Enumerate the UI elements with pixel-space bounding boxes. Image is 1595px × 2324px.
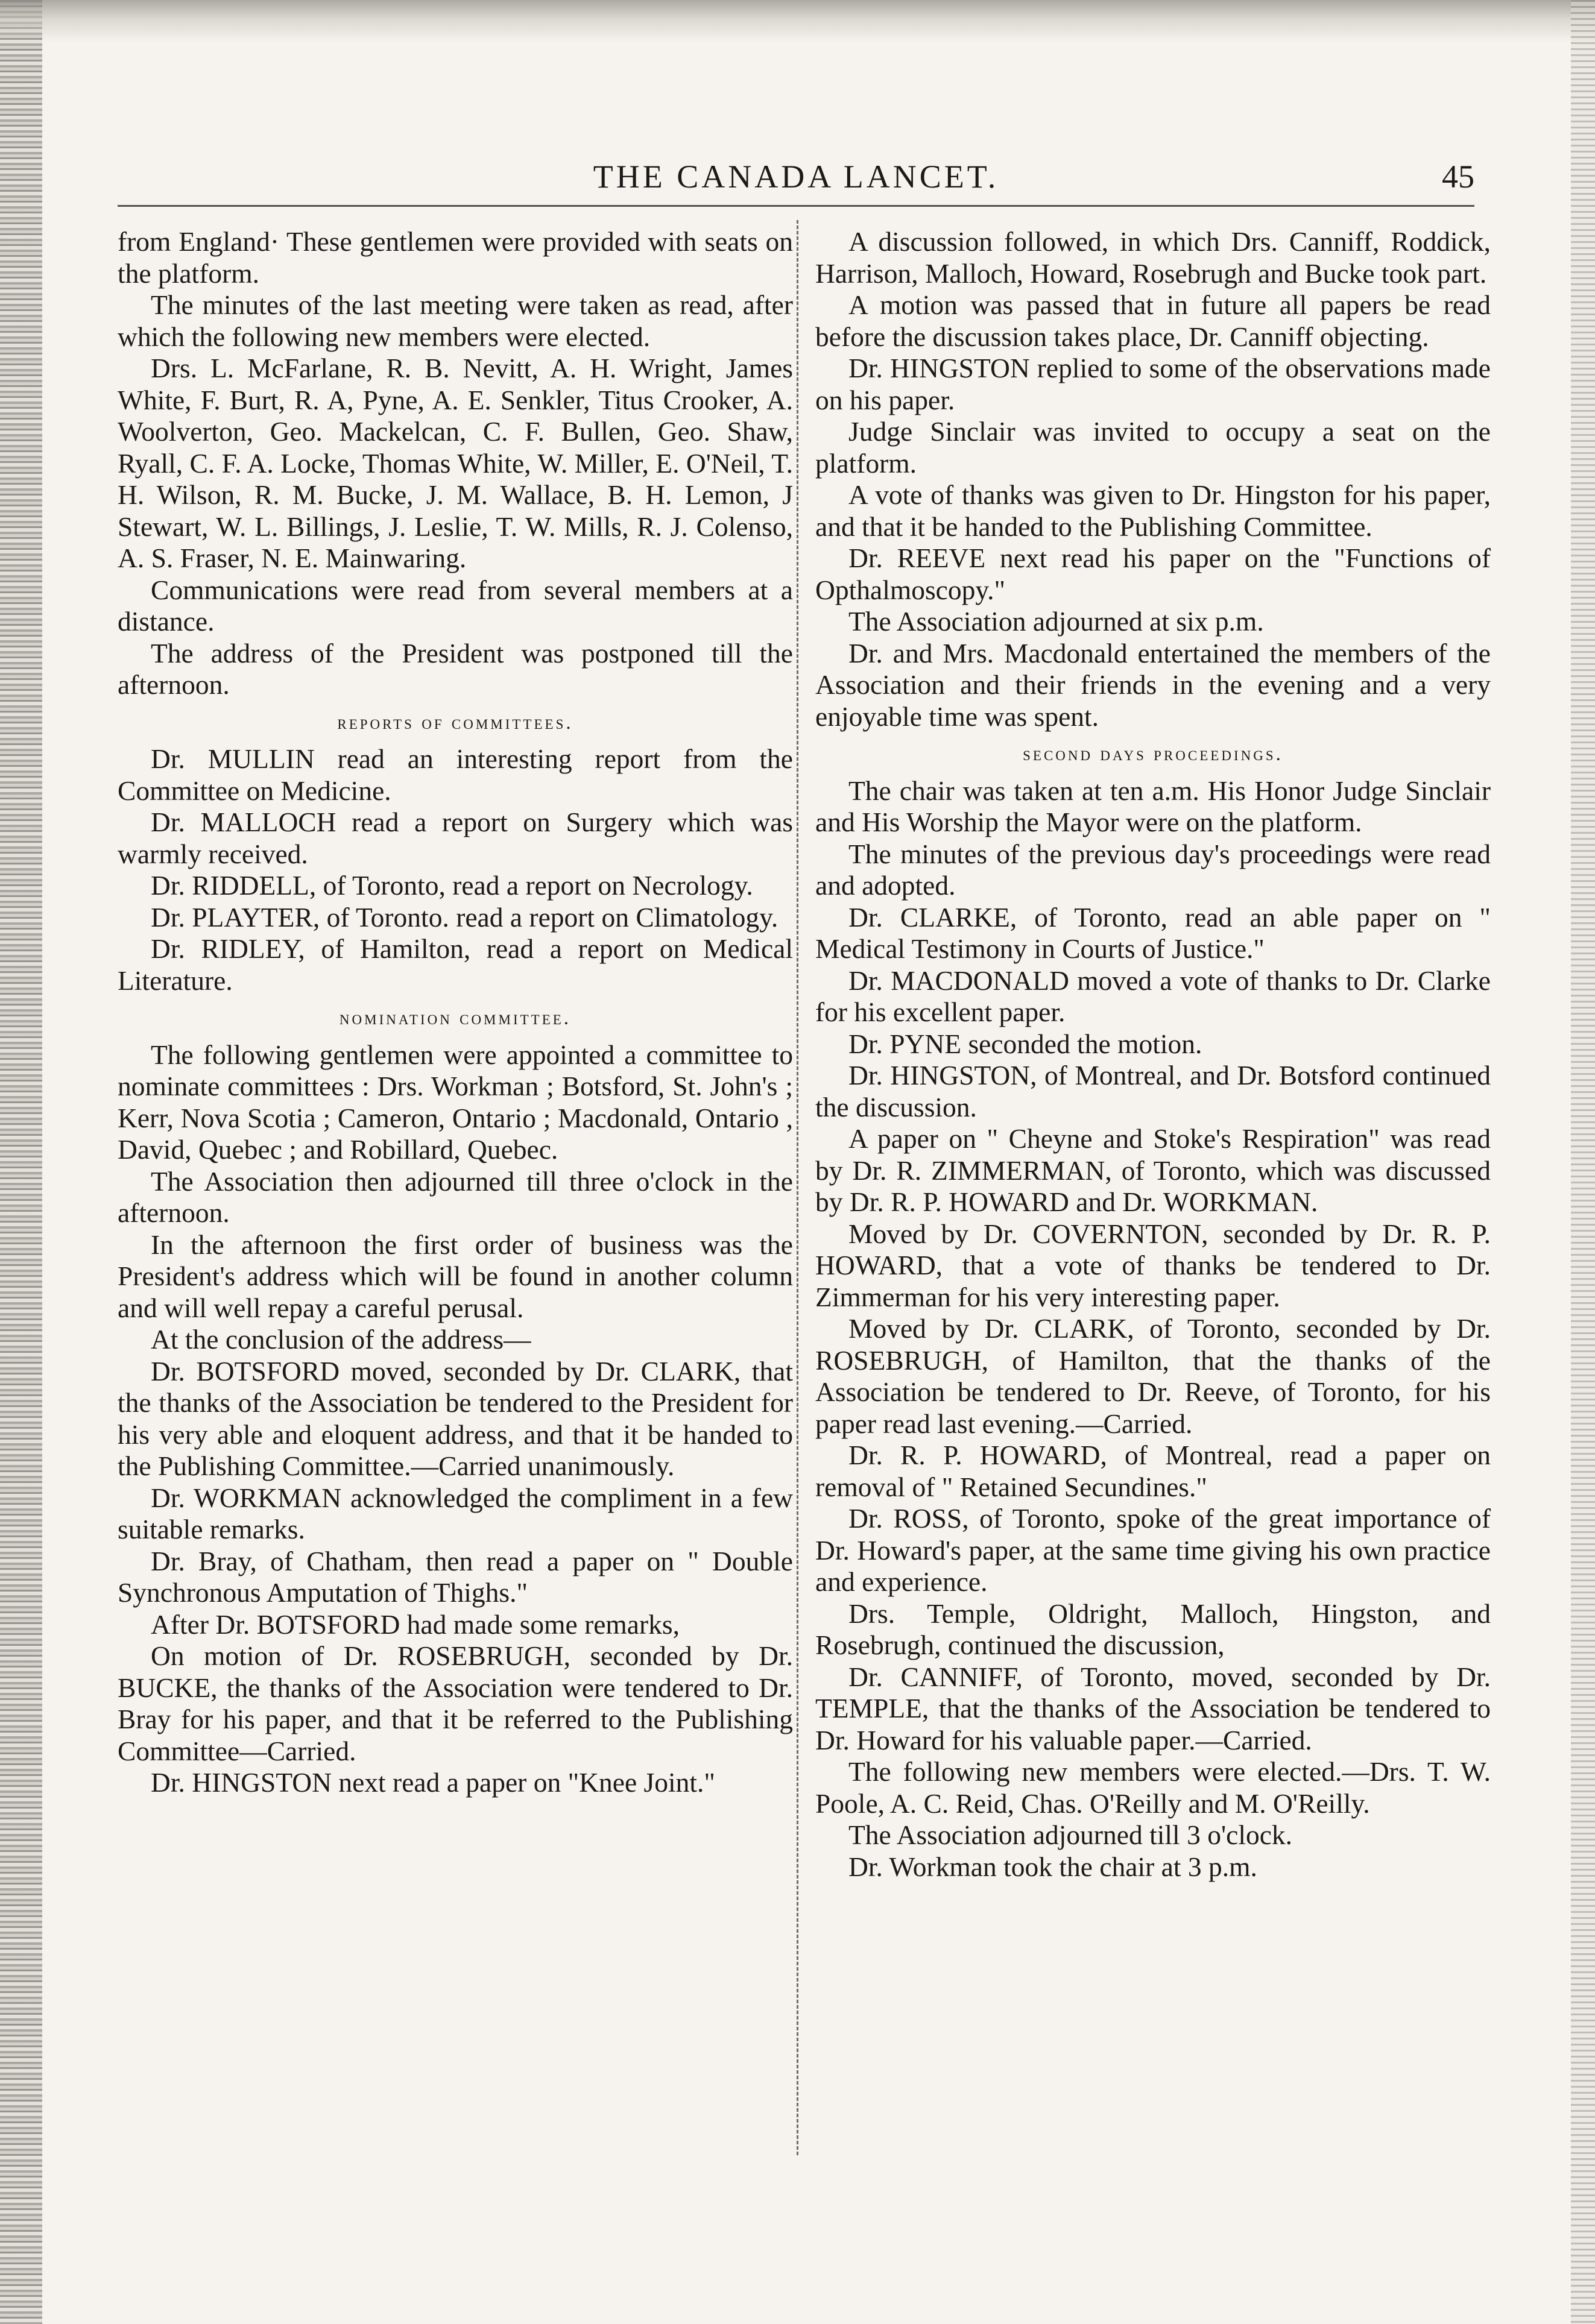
section-heading: nomination committee. [339, 1007, 572, 1029]
paragraph: Drs. L. McFarlane, R. B. Nevitt, A. H. Wright, James White, F. Burt, R. A, Pyne, A. E. Senkler, Titus Crooker, A. Woolverton, Geo. Mackelcan, C. F. Bullen, Geo. Shaw, Ryall, C. F. A. Locke, Thomas White, W. Miller, E. O'Neil, T. H. Wilson, R. M. Bucke, J. M. Wallace, B. H. Lemon, J Stewart, W. L. Billings, J. Leslie, T. W. Mills, R. J. Colenso, A. S. Fraser, N. E. Mainwaring. [118, 353, 793, 573]
paragraph: The minutes of the last meeting were taken as read, after which the following new members were elected. [118, 289, 793, 352]
page-top-edge [0, 0, 1595, 42]
paragraph: A discussion followed, in which Drs. Canniff, Roddick, Harrison, Malloch, Howard, Rosebrugh and Bucke took part. [815, 226, 1491, 289]
paragraph: The Association then adjourned till three o'clock in the afternoon. [118, 1165, 793, 1228]
section-heading: second days proceedings. [1023, 743, 1283, 765]
paragraph: The following gentlemen were appointed a committee to nominate committees : Drs. Workman ; Botsford, St. John's ; Kerr, Nova Scotia ; Cameron, Ontario ; Macdonald, Ontario , David, Quebec ; and Robillard, Quebec. [118, 1039, 793, 1165]
paragraph: The minutes of the previous day's proceedings were read and adopted. [815, 838, 1491, 901]
paragraph: from England· These gentlemen were provided with seats on the platform. [118, 226, 793, 289]
paragraph: The address of the President was postponed till the afternoon. [118, 637, 793, 700]
paragraph: Dr. PLAYTER, of Toronto. read a report on Climatology. [151, 901, 779, 933]
paragraph: Dr. and Mrs. Macdonald entertained the members of the Association and their friends in the evening and a very enjoyable time was spent. [815, 637, 1491, 732]
paragraph: The following new members were elected.—Drs. T. W. Poole, A. C. Reid, Chas. O'Reilly and M. O'Reilly. [815, 1756, 1491, 1819]
paragraph: At the conclusion of the address— [151, 1324, 531, 1355]
paragraph: Dr. RIDDELL, of Toronto, read a report on Necrology. [151, 870, 753, 901]
paragraph: Dr. HINGSTON replied to some of the observations made on his paper. [815, 353, 1491, 415]
paragraph: Dr. ROSS, of Toronto, spoke of the great importance of Dr. Howard's paper, at the same time giving his own practice and experience. [815, 1503, 1491, 1597]
paragraph: Dr. CANNIFF, of Toronto, moved, seconded by Dr. TEMPLE, that the thanks of the Association be tendered to Dr. Howard for his valuable paper.—Carried. [815, 1661, 1491, 1756]
paragraph: Moved by Dr. COVERNTON, seconded by Dr. R. P. HOWARD, that a vote of thanks be tendered to Dr. Zimmerman for his very interesting paper. [815, 1218, 1491, 1312]
paragraph: Dr. Workman took the chair at 3 p.m. [848, 1851, 1257, 1882]
paragraph: A vote of thanks was given to Dr. Hingston for his paper, and that it be handed to the Publishing Committee. [815, 479, 1491, 542]
paragraph: Communications were read from several members at a distance. [118, 574, 793, 637]
paragraph: Dr. RIDLEY, of Hamilton, read a report on Medical Literature. [118, 933, 793, 996]
paragraph: The Association adjourned till 3 o'clock. [848, 1819, 1293, 1850]
paragraph: Dr. Bray, of Chatham, then read a paper on " Double Synchronous Amputation of Thighs." [118, 1545, 793, 1608]
paragraph: Dr. BOTSFORD moved, seconded by Dr. CLARK, that the thanks of the Association be tendered to the President for his very able and eloquent address, and that it be handed to the Publishing Committee.—Carried unanimously. [118, 1355, 793, 1481]
paragraph: Dr. MALLOCH read a report on Surgery which was warmly received. [118, 807, 793, 869]
paragraph: Dr. MACDONALD moved a vote of thanks to Dr. Clarke for his excellent paper. [815, 965, 1491, 1027]
paragraph: Moved by Dr. CLARK, of Toronto, seconded by Dr. ROSEBRUGH, of Hamilton, that the thanks of the Association be tendered to Dr. Reeve, of Toronto, for his paper read last evening.—Carried. [815, 1313, 1491, 1439]
paragraph: Dr. CLARKE, of Toronto, read an able paper on " Medical Testimony in Courts of Justice." [815, 901, 1491, 964]
paragraph: Dr. HINGSTON, of Montreal, and Dr. Botsford continued the discussion. [815, 1060, 1491, 1123]
header-rule [118, 205, 1474, 207]
paragraph: Dr. R. P. HOWARD, of Montreal, read a paper on removal of " Retained Secundines." [815, 1440, 1491, 1502]
paragraph: A paper on " Cheyne and Stoke's Respiration" was read by Dr. R. ZIMMERMAN, of Toronto, which was discussed by Dr. R. P. HOWARD and Dr. WORKMAN. [815, 1123, 1491, 1217]
journal-title: THE CANADA LANCET. [593, 159, 999, 195]
running-header [118, 158, 1474, 200]
paragraph: Dr. WORKMAN acknowledged the compliment in a few suitable remarks. [118, 1482, 793, 1545]
paragraph: Dr. HINGSTON next read a paper on "Knee Joint." [151, 1767, 715, 1798]
paragraph: Drs. Temple, Oldright, Malloch, Hingston, and Rosebrugh, continued the discussion, [815, 1598, 1491, 1660]
page-right-edge [1571, 0, 1595, 2324]
section-heading: reports of committees. [337, 711, 573, 734]
page-number: 45 [1442, 159, 1474, 195]
paragraph: Dr. REEVE next read his paper on the "Functions of Opthalmoscopy." [815, 543, 1491, 605]
paragraph: The chair was taken at ten a.m. His Honor Judge Sinclair and His Worship the Mayor were on the platform. [815, 775, 1491, 837]
page-binding-edge [0, 0, 42, 2324]
paragraph: The Association adjourned at six p.m. [848, 606, 1264, 637]
right-column [815, 226, 1491, 1883]
column-divider [797, 220, 798, 2155]
paragraph: After Dr. BOTSFORD had made some remarks, [151, 1608, 680, 1640]
paragraph: A motion was passed that in future all papers be read before the discussion takes place, Dr. Canniff objecting. [815, 289, 1491, 352]
left-column [118, 226, 793, 1799]
paragraph: On motion of Dr. ROSEBRUGH, seconded by Dr. BUCKE, the thanks of the Association were tendered to Dr. Bray for his paper, and that it be referred to the Publishing Committee—Carried. [118, 1640, 793, 1766]
paragraph: Dr. PYNE seconded the motion. [848, 1028, 1202, 1059]
paragraph: Judge Sinclair was invited to occupy a seat on the platform. [815, 416, 1491, 479]
paragraph: Dr. MULLIN read an interesting report from the Committee on Medicine. [118, 743, 793, 806]
paragraph: In the afternoon the first order of business was the President's address which will be found in another column and will well repay a careful perusal. [118, 1229, 793, 1323]
